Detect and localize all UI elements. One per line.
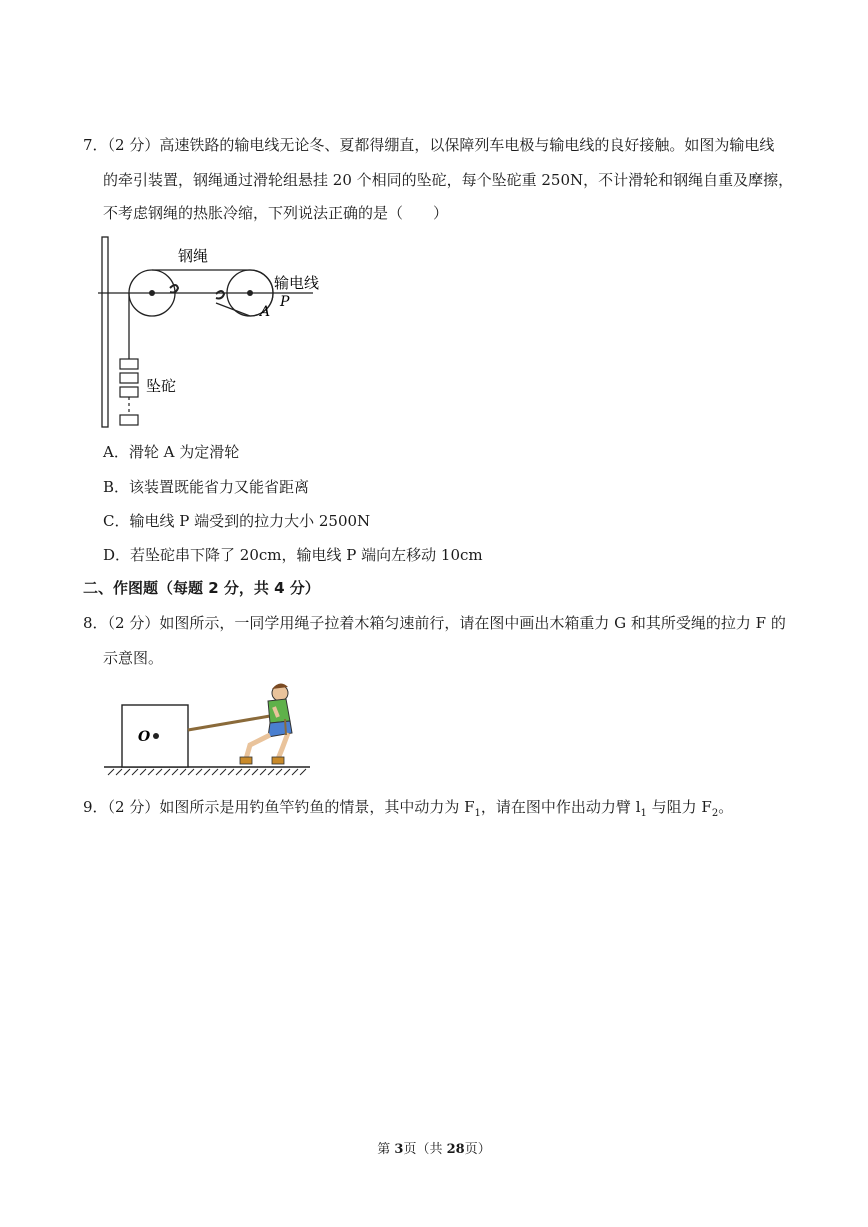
q7-stem-line1: 7．（2 分）高速铁路的输电线无论冬、夏都得绷直，以保障列车电极与输电线的良好接触。如图为输电线	[83, 136, 775, 154]
page-total: 28	[446, 1142, 465, 1157]
box-figure	[100, 683, 312, 778]
label-p: P	[280, 294, 290, 310]
q7-option-a: A．滑轮 A 为定滑轮	[103, 443, 240, 461]
q7-stem-line3: 不考虑钢绳的热胀冷缩，下列说法正确的是（ ）	[103, 204, 449, 222]
boy-figure	[240, 683, 292, 764]
q8-stem-line2: 示意图。	[103, 649, 164, 667]
center-dot	[153, 733, 159, 739]
q7-stem-line2: 的牵引装置，钢绳通过滑轮组悬挂 20 个相同的坠砣，每个坠砣重 250N，不计滑轮和钢绳自重及摩擦，	[103, 171, 794, 189]
q7-option-b: B．该装置既能省力又能省距离	[103, 478, 310, 496]
section-heading: 二、作图题（每题 2 分，共 4 分）	[83, 579, 320, 597]
rope	[188, 716, 270, 730]
pulley-figure	[98, 233, 333, 431]
label-weights: 坠砣	[146, 377, 177, 395]
label-rope: 钢绳	[178, 247, 209, 265]
page-footer: 第 3页（共 28页）	[377, 1142, 491, 1157]
label-wire: 输电线	[274, 274, 320, 292]
q9-stem: 9．（2 分）如图所示是用钓鱼竿钓鱼的情景，其中动力为 $F_1$，请在图中作出动力臂 $l_1$ 与阻力 $F_2$。	[83, 798, 734, 819]
page-number: 3	[394, 1142, 404, 1157]
q7-option-d: D．若坠砣串下降了 20cm，输电线 P 端向左移动 10cm	[103, 546, 483, 564]
label-a: A	[260, 304, 271, 320]
wall-pole	[102, 237, 108, 427]
q7-option-c: C．输电线 P 端受到的拉力大小 2500N	[103, 512, 371, 530]
q8-stem-line1: 8．（2 分）如图所示，一同学用绳子拉着木箱匀速前行，请在图中画出木箱重力 G 和其所受绳的拉力 F 的	[83, 614, 786, 632]
label-o: O	[138, 729, 151, 745]
